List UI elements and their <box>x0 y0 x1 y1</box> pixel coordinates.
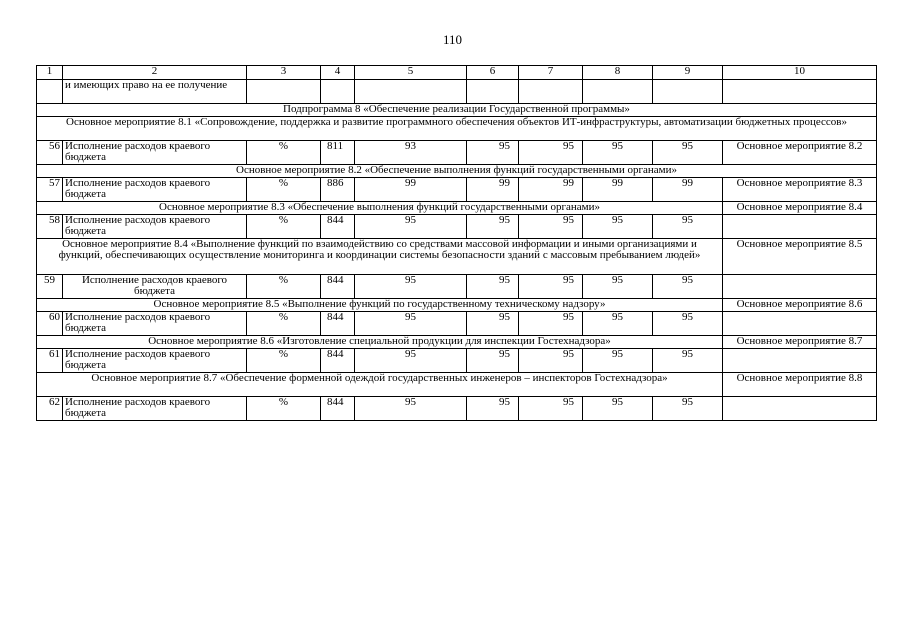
value-cell: 95 <box>467 141 519 165</box>
reference-cell: Основное мероприятие 8.4 <box>723 202 877 215</box>
value-cell: 95 <box>519 215 583 239</box>
unit-cell: % <box>247 141 321 165</box>
activity-title-row <box>37 373 877 397</box>
activity-title-row <box>37 336 877 349</box>
value-cell: 99 <box>467 178 519 202</box>
value-cell: 95 <box>653 275 723 299</box>
value-cell: 95 <box>583 349 653 373</box>
subprogram-title-row <box>37 104 877 117</box>
value-cell: 99 <box>519 178 583 202</box>
value-cell: 95 <box>355 397 467 421</box>
reference-cell: Основное мероприятие 8.8 <box>723 373 877 397</box>
value-cell: 95 <box>467 275 519 299</box>
activity-title-row <box>37 239 877 275</box>
code-cell: 844 <box>321 275 355 299</box>
reference-cell: Основное мероприятие 8.7 <box>723 336 877 349</box>
activity-title-row <box>37 299 877 312</box>
header-row <box>37 66 877 80</box>
indicator-name: Исполнение расходов краевого бюджета <box>63 141 247 165</box>
value-cell: 95 <box>467 215 519 239</box>
row-number: 61 <box>37 349 63 373</box>
value-cell: 95 <box>519 397 583 421</box>
header-cell: 6 <box>467 66 519 80</box>
indicator-name: Исполнение расходов краевого бюджета <box>63 349 247 373</box>
value-cell: 95 <box>583 397 653 421</box>
row-number: 62 <box>37 397 63 421</box>
activity-title: Основное мероприятие 8.3 «Обеспечение выполнения функций государственными органами» <box>37 202 723 215</box>
reference-cell: Основное мероприятие 8.6 <box>723 299 877 312</box>
activity-title-row <box>37 117 877 141</box>
indicator-name: Исполнение расходов краевого бюджета <box>63 275 247 299</box>
code-cell: 844 <box>321 349 355 373</box>
indicator-name: Исполнение расходов краевого бюджета <box>63 215 247 239</box>
unit-cell: % <box>247 349 321 373</box>
unit-cell: % <box>247 275 321 299</box>
value-cell: 95 <box>355 215 467 239</box>
value-cell: 95 <box>583 141 653 165</box>
value-cell: 95 <box>519 141 583 165</box>
table-row <box>37 178 877 202</box>
indicator-name: Исполнение расходов краевого бюджета <box>63 312 247 336</box>
indicator-name: и имеющих право на ее получение <box>63 80 247 104</box>
header-cell: 5 <box>355 66 467 80</box>
value-cell: 95 <box>653 215 723 239</box>
unit-cell: % <box>247 215 321 239</box>
indicator-name: Исполнение расходов краевого бюджета <box>63 178 247 202</box>
code-cell: 844 <box>321 397 355 421</box>
header-cell: 4 <box>321 66 355 80</box>
value-cell: 95 <box>583 312 653 336</box>
value-cell: 95 <box>519 312 583 336</box>
value-cell: 95 <box>653 312 723 336</box>
value-cell: 95 <box>519 349 583 373</box>
subprogram-title: Подпрограмма 8 «Обеспечение реализации Государственной программы» <box>37 104 877 117</box>
value-cell: 93 <box>355 141 467 165</box>
value-cell: 95 <box>355 312 467 336</box>
row-number: 57 <box>37 178 63 202</box>
activity-title: Основное мероприятие 8.5 «Выполнение функций по государственному техническому надзору» <box>37 299 723 312</box>
reference-cell: Основное мероприятие 8.3 <box>723 178 877 202</box>
header-cell: 3 <box>247 66 321 80</box>
page-number: 110 <box>442 32 463 47</box>
row-number: 59 <box>37 275 63 299</box>
unit-cell: % <box>247 178 321 202</box>
header-cell: 2 <box>63 66 247 80</box>
value-cell: 95 <box>653 141 723 165</box>
program-table <box>36 65 877 421</box>
table-row <box>37 397 877 421</box>
value-cell: 95 <box>653 397 723 421</box>
header-cell: 1 <box>37 66 63 80</box>
activity-title-row <box>37 202 877 215</box>
indicator-name: Исполнение расходов краевого бюджета <box>63 397 247 421</box>
activity-title: Основное мероприятие 8.2 «Обеспечение выполнения функций государственными органами» <box>37 165 877 178</box>
value-cell: 95 <box>467 349 519 373</box>
table-row <box>37 275 877 299</box>
value-cell: 95 <box>467 397 519 421</box>
table-row <box>37 141 877 165</box>
value-cell: 99 <box>653 178 723 202</box>
table-row <box>37 80 877 104</box>
header-cell: 7 <box>519 66 583 80</box>
value-cell: 99 <box>583 178 653 202</box>
value-cell: 95 <box>583 215 653 239</box>
unit-cell: % <box>247 397 321 421</box>
code-cell: 886 <box>321 178 355 202</box>
unit-cell: % <box>247 312 321 336</box>
code-cell: 844 <box>321 215 355 239</box>
activity-title: Основное мероприятие 8.7 «Обеспечение форменной одеждой государственных инженеров – инспекторов Гостехнадзора» <box>37 373 723 397</box>
row-number: 60 <box>37 312 63 336</box>
code-cell: 811 <box>321 141 355 165</box>
header-cell: 8 <box>583 66 653 80</box>
value-cell: 95 <box>355 349 467 373</box>
header-cell: 10 <box>723 66 877 80</box>
activity-title: Основное мероприятие 8.4 «Выполнение функций по взаимодействию со средствами массовой информации и иными организациями и функций, обеспечивающих осуществление мониторинга и координации системы безопасности зданий с массовым пребыванием людей» <box>37 239 723 275</box>
code-cell: 844 <box>321 312 355 336</box>
value-cell: 95 <box>467 312 519 336</box>
table-row <box>37 312 877 336</box>
value-cell: 95 <box>583 275 653 299</box>
value-cell: 99 <box>355 178 467 202</box>
value-cell: 95 <box>653 349 723 373</box>
activity-title: Основное мероприятие 8.6 «Изготовление специальной продукции для инспекции Гостехнадзора» <box>37 336 723 349</box>
header-cell: 9 <box>653 66 723 80</box>
activity-title-row <box>37 165 877 178</box>
table-row <box>37 349 877 373</box>
reference-cell: Основное мероприятие 8.5 <box>723 239 877 275</box>
value-cell: 95 <box>355 275 467 299</box>
row-number: 58 <box>37 215 63 239</box>
row-number: 56 <box>37 141 63 165</box>
value-cell: 95 <box>519 275 583 299</box>
table-row <box>37 215 877 239</box>
reference-cell: Основное мероприятие 8.2 <box>723 141 877 165</box>
activity-title: Основное мероприятие 8.1 «Сопровождение, поддержка и развитие программного обеспечения объектов ИТ-инфраструктуры, автоматизации бюджетных процессов» <box>37 117 877 141</box>
